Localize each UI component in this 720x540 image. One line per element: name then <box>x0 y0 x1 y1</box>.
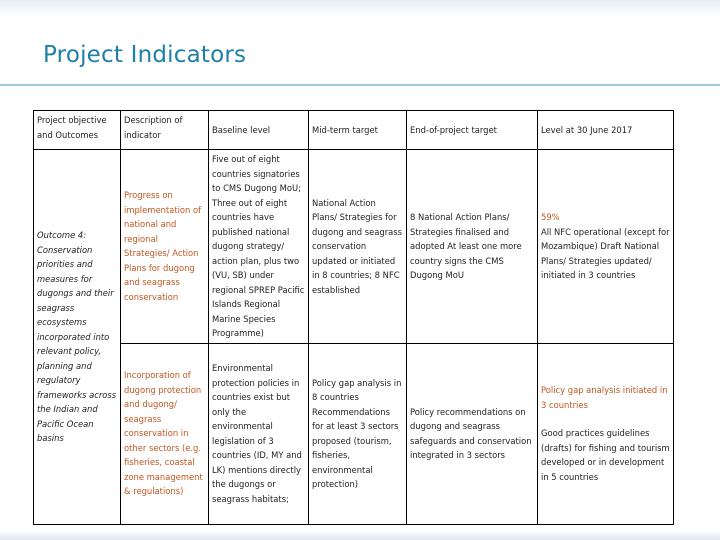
header-end-target: End-of-project target <box>407 111 538 150</box>
row1-end-target: 8 National Action Plans/ Strategies finalised and adopted At least one more country signs the CMS Dugong MoU <box>407 150 538 344</box>
outcome-cell: Outcome 4: Conservation priorities and measures for dugongs and their seagrass ecosystems incorporated into relevant policy, planning and regulatory frameworks across the Indian and Pacific Ocean basins <box>34 150 121 525</box>
header-objective: Project objective and Outcomes <box>34 111 121 150</box>
bottom-band <box>0 530 720 540</box>
header-description: Description of indicator <box>121 111 209 150</box>
row1-level-text: All NFC operational (except for Mozambique) Draft National Plans/ Strategies updated/ initiated in 3 countries <box>541 226 670 280</box>
table-row <box>34 343 674 524</box>
row1-level-percent: 59% <box>541 212 560 222</box>
row2-baseline: Environmental protection policies in countries exist but only the environmental legislation of 3 countries (ID, MY and LK) mentions directly the dugongs or seagrass habitats; <box>209 343 309 524</box>
page-title: Project Indicators <box>43 42 247 68</box>
row2-description: Incorporation of dugong protection and dugong/ seagrass conservation in other sectors (e.g. fisheries, coastal zone management & regulations) <box>121 343 209 524</box>
row2-level <box>538 343 674 524</box>
row2-midterm: Policy gap analysis in 8 countries Recommendations for at least 3 sectors proposed (tourism, fisheries, environmental protection) <box>309 343 407 524</box>
header-baseline: Baseline level <box>209 111 309 150</box>
title-rule <box>0 84 720 86</box>
row1-level <box>538 150 674 344</box>
indicators-table <box>33 110 674 525</box>
top-band <box>0 0 720 16</box>
row1-description: Progress on implementation of national and regional Strategies/ Action Plans for dugong and seagrass conservation <box>121 150 209 344</box>
table-row <box>34 150 674 344</box>
row1-baseline: Five out of eight countries signatories to CMS Dugong MoU; Three out of eight countries have published national dugong strategy/ action plan, plus two (VU, SB) under regional SPREP Pacific Islands Regional Marine Species Programme) <box>209 150 309 344</box>
table-header-row <box>34 111 674 150</box>
row2-end-target: Policy recommendations on dugong and seagrass safeguards and conservation integrated in 3 sectors <box>407 343 538 524</box>
header-midterm: Mid-term target <box>309 111 407 150</box>
row1-midterm: National Action Plans/ Strategies for dugong and seagrass conservation updated or initiated in 8 countries; 8 NFC established <box>309 150 407 344</box>
header-level: Level at 30 June 2017 <box>538 111 674 150</box>
row2-level-text: Good practices guidelines (drafts) for fishing and tourism developed or in development in 5 countries <box>541 428 670 482</box>
row2-level-highlight: Policy gap analysis initiated in 3 countries <box>541 385 668 410</box>
